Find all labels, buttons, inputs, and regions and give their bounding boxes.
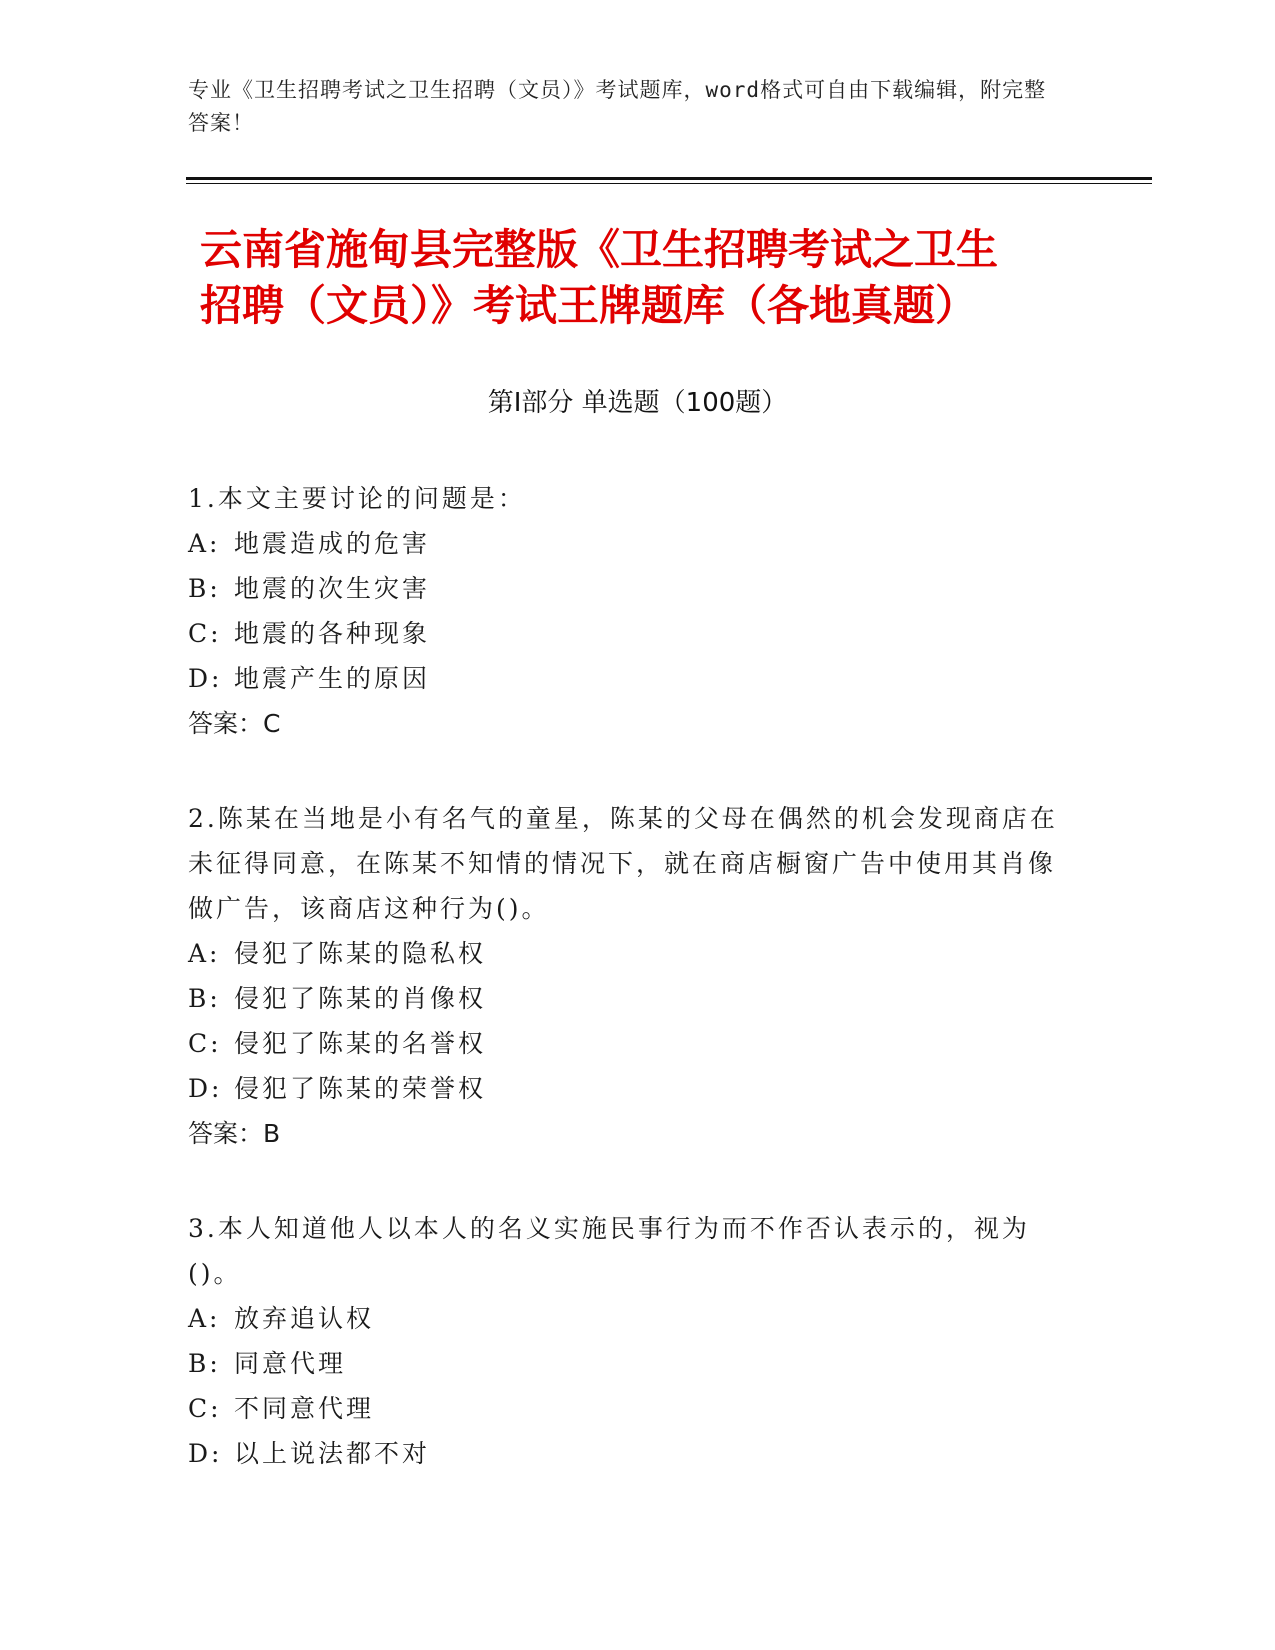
option-a — [188, 1296, 1068, 1341]
option-label: B: — [188, 574, 221, 603]
option-b — [188, 1341, 1068, 1386]
option-text: 地震的各种现象 — [234, 619, 431, 648]
option-b — [188, 976, 1068, 1021]
option-label: D: — [188, 1074, 223, 1103]
option-text: 同意代理 — [234, 1349, 347, 1378]
option-label: C: — [188, 619, 222, 648]
option-label: A: — [188, 1304, 221, 1333]
header-divider-thick — [186, 177, 1152, 180]
option-text: 以上说法都不对 — [234, 1439, 431, 1468]
option-text: 不同意代理 — [234, 1394, 375, 1423]
answer-line: 答案：C — [188, 709, 281, 738]
option-a — [188, 931, 1068, 976]
option-label: C: — [188, 1394, 222, 1423]
header-note: 专业《卫生招聘考试之卫生招聘（文员）》考试题库，word格式可自由下载编辑，附完整答案！ — [188, 78, 1047, 135]
question-3 — [188, 1206, 1068, 1476]
option-b — [188, 566, 1068, 611]
option-text: 放弃追认权 — [234, 1304, 375, 1333]
question-list — [188, 476, 1068, 1526]
question-1 — [188, 476, 1068, 746]
option-c — [188, 1021, 1068, 1066]
document-title — [200, 222, 1100, 334]
option-label: A: — [188, 939, 221, 968]
option-text: 地震产生的原因 — [234, 664, 431, 693]
question-stem: 3.本人知道他人以本人的名义实施民事行为而不作否认表示的，视为()。 — [188, 1214, 1030, 1288]
option-text: 侵犯了陈某的肖像权 — [234, 984, 487, 1013]
option-label: D: — [188, 1439, 223, 1468]
option-d — [188, 1066, 1068, 1111]
option-label: A: — [188, 529, 221, 558]
question-2 — [188, 796, 1068, 1156]
document-title-line-1: 云南省施甸县完整版《卫生招聘考试之卫生 — [200, 225, 999, 274]
option-a — [188, 521, 1068, 566]
document-title-line-2: 招聘（文员）》考试王牌题库（各地真题） — [200, 281, 978, 330]
option-text: 侵犯了陈某的隐私权 — [234, 939, 487, 968]
option-text: 地震造成的危害 — [234, 529, 431, 558]
question-stem: 1.本文主要讨论的问题是： — [188, 484, 526, 513]
option-c — [188, 611, 1068, 656]
option-text: 侵犯了陈某的名誉权 — [234, 1029, 487, 1058]
answer-line: 答案：B — [188, 1119, 281, 1148]
option-label: D: — [188, 664, 223, 693]
option-label: B: — [188, 984, 221, 1013]
option-label: C: — [188, 1029, 222, 1058]
option-label: B: — [188, 1349, 221, 1378]
option-d — [188, 1431, 1068, 1476]
question-stem: 2.陈某在当地是小有名气的童星，陈某的父母在偶然的机会发现商店在未征得同意，在陈某不知情的情况下，就在商店橱窗广告中使用其肖像做广告，该商店这种行为()。 — [188, 804, 1058, 923]
option-d — [188, 656, 1068, 701]
header-divider-thin — [186, 183, 1152, 184]
option-c — [188, 1386, 1068, 1431]
option-text: 地震的次生灾害 — [234, 574, 431, 603]
section-heading: 第I部分 单选题（100题） — [487, 388, 788, 418]
option-text: 侵犯了陈某的荣誉权 — [234, 1074, 487, 1103]
